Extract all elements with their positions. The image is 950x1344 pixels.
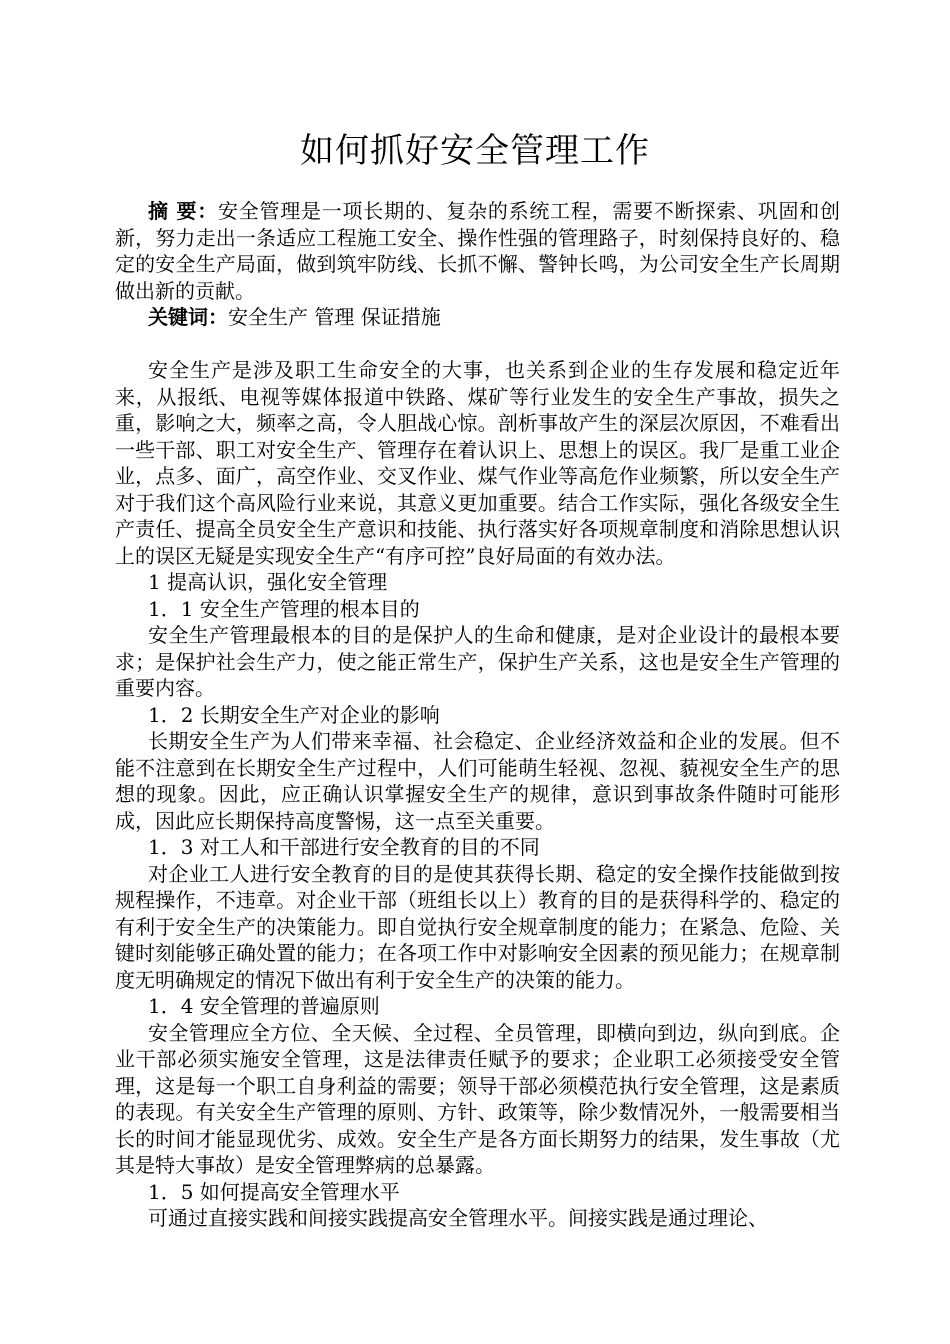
- keywords-label: 关键词：: [148, 305, 228, 329]
- subsection-1-5-heading: 1．5 如何提高安全管理水平: [148, 1179, 400, 1204]
- section-1-heading: 1 提高认识，强化安全管理: [148, 570, 388, 594]
- subsection-1-2-text: 长期安全生产为人们带来幸福、社会稳定、企业经济效益和企业的发展。但不能不注意到在长期安全生产过程中，人们可能萌生轻视、忽视、藐视安全生产的思想的现象。因此，应正确认识掌握安全生产的规律，意识到事故条件随时可能形成，因此应长期保持高度警惕，这一点至关重要。: [115, 729, 840, 833]
- abstract-label: 摘 要：: [148, 199, 218, 223]
- subsection-1-3-text: 对企业工人进行安全教育的目的是使其获得长期、稳定的安全操作技能做到按规程操作，不违章。对企业干部（班组长以上）教育的目的是获得科学的、稳定的有利于安全生产的决策能力。即自觉执行安全规章制度的能力；在紧急、危险、关键时刻能够正确处置的能力；在各项工作中对影响安全因素的预见能力；在规章制度无明确规定的情况下做出有利于安全生产的决策的能力。: [115, 861, 840, 992]
- subsection-1-4-text: 安全管理应全方位、全天候、全过程、全员管理，即横向到边，纵向到底。企业干部必须实施安全管理，这是法律责任赋予的要求；企业职工必须接受安全管理，这是每一个职工自身利益的需要；领导干部必须模范执行安全管理，这是素质的表现。有关安全生产管理的原则、方针、政策等，除少数情况外，一般需要相当长的时间才能显现优劣、成效。安全生产是各方面长期努力的结果，发生事故（尤其是特大事故）是安全管理弊病的总暴露。: [115, 1020, 840, 1177]
- subsection-1-2-heading: 1．2 长期安全生产对企业的影响: [148, 702, 440, 727]
- subsection-1-3-heading: 1．3 对工人和干部进行安全教育的目的不同: [148, 835, 540, 859]
- paragraph-spacer: [115, 331, 840, 358]
- subsection-1-1-text: 安全生产管理最根本的目的是保护人的生命和健康，是对企业设计的最根本要求；是保护社会生产力，使之能正常生产，保护生产关系，这也是安全生产管理的重要内容。: [115, 623, 840, 700]
- abstract-paragraph: [115, 198, 840, 304]
- keywords-text: 安全生产 管理 保证措施: [228, 305, 441, 329]
- abstract-text: 安全管理是一项长期的、复杂的系统工程，需要不断探索、巩固和创新，努力走出一条适应工程施工安全、操作性强的管理路子，时刻保持良好的、稳定的安全生产局面，做到筑牢防线、长抓不懈、警钟长鸣，为公司安全生产长周期做出新的贡献。: [115, 199, 840, 303]
- subsection-1-1-heading: 1．1 安全生产管理的根本目的: [148, 596, 420, 621]
- document-body: [115, 198, 840, 1232]
- document-title: 如何抓好安全管理工作: [300, 131, 650, 171]
- subsection-1-5-text: 可通过直接实践和间接实践提高安全管理水平。间接实践是通过理论、: [148, 1206, 768, 1230]
- subsection-1-4-heading: 1．4 安全管理的普遍原则: [148, 994, 380, 1018]
- keywords-line: [115, 304, 840, 331]
- intro-paragraph: 安全生产是涉及职工生命安全的大事，也关系到企业的生存发展和稳定近年来，从报纸、电视等媒体报道中铁路、煤矿等行业发生的安全生产事故，损失之重，影响之大，频率之高，令人胆战心惊。剖析事故产生的深层次原因，不难看出一些干部、职工对安全生产、管理存在着认识上、思想上的误区。我厂是重工业企业，点多、面广，高空作业、交叉作业、煤气作业等高危作业频繁，所以安全生产对于我们这个高风险行业来说，其意义更加重要。结合工作实际，强化各级安全生产责任、提高全员安全生产意识和技能、执行落实好各项规章制度和消除思想认识上的误区无疑是实现安全生产“有序可控”良好局面的有效办法。: [115, 358, 840, 568]
